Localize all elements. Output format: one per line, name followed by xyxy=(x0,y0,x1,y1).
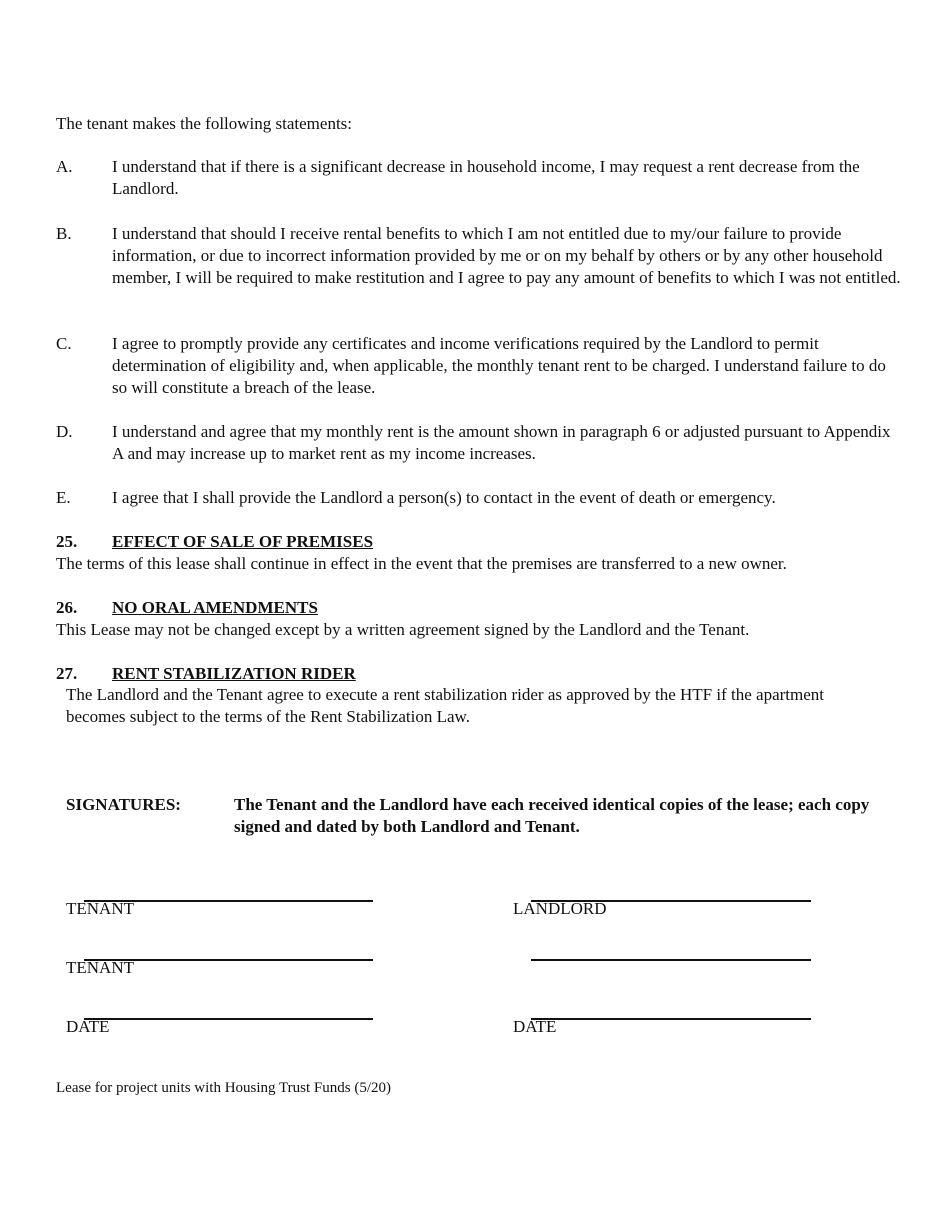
statement-a xyxy=(56,156,901,200)
section-number: 27. xyxy=(56,664,78,683)
footer-text: Lease for project units with Housing Trust Funds (5/20) xyxy=(56,1080,391,1096)
section-title: NO ORAL AMENDMENTS xyxy=(112,598,318,617)
section-title: EFFECT OF SALE OF PREMISES xyxy=(112,532,374,551)
signatures-label: SIGNATURES: xyxy=(66,795,181,814)
statement-letter: C. xyxy=(56,334,72,353)
statement-letter: D. xyxy=(56,422,73,441)
tenant-label-2: TENANT xyxy=(66,958,134,977)
section-number: 26. xyxy=(56,598,78,617)
section-27-heading xyxy=(56,663,356,685)
tenant-label-1: TENANT xyxy=(66,899,134,918)
section-26-body: This Lease may not be changed except by a written agreement signed by the Landlord and the Tenant. xyxy=(56,620,750,639)
intro-text: The tenant makes the following statements: xyxy=(56,114,353,133)
statement-text: I understand that if there is a significant decrease in household income, I may request a rent decrease from the Landlord. xyxy=(112,157,860,198)
statement-text: I agree to promptly provide any certificates and income verifications required by the Landlord to permit determination of eligibility and, when applicable, the monthly tenant rent to be charged. I understand failure to do so will constitute a breach of the lease. xyxy=(112,334,886,397)
statement-d xyxy=(56,421,901,465)
landlord-signature-line xyxy=(531,900,811,902)
section-title: RENT STABILIZATION RIDER xyxy=(112,664,356,683)
section-25-heading xyxy=(56,531,373,553)
statement-letter: E. xyxy=(56,488,71,507)
signatures-text: The Tenant and the Landlord have each received identical copies of the lease; each copy signed and dated by both Landlord and Tenant. xyxy=(234,795,870,836)
landlord-signature-line-2 xyxy=(531,959,811,961)
date-line-left xyxy=(84,1018,373,1020)
statement-letter: A. xyxy=(56,157,73,176)
tenant-signature-line-1 xyxy=(84,900,373,902)
tenant-signature-line-2 xyxy=(84,959,373,961)
landlord-label: LANDLORD xyxy=(513,899,607,918)
statement-text: I understand and agree that my monthly rent is the amount shown in paragraph 6 or adjusted pursuant to Appendix A and may increase up to market rent as my income increases. xyxy=(112,422,891,463)
statement-e xyxy=(56,487,901,509)
statement-text: I agree that I shall provide the Landlord a person(s) to contact in the event of death or emergency. xyxy=(112,488,776,507)
section-27-body: The Landlord and the Tenant agree to execute a rent stabilization rider as approved by the HTF if the apartment becomes subject to the terms of the Rent Stabilization Law. xyxy=(66,685,825,726)
date-label-left: DATE xyxy=(66,1017,110,1036)
date-line-right xyxy=(531,1018,811,1020)
statement-c xyxy=(56,333,901,399)
section-25-body: The terms of this lease shall continue in effect in the event that the premises are transferred to a new owner. xyxy=(56,554,787,573)
section-26-heading xyxy=(56,597,318,619)
statement-letter: B. xyxy=(56,224,72,243)
section-number: 25. xyxy=(56,532,78,551)
date-label-right: DATE xyxy=(513,1017,557,1036)
statement-b xyxy=(56,223,901,289)
statement-text: I understand that should I receive rental benefits to which I am not entitled due to my/our failure to provide information, or due to incorrect information provided by me or on my behalf by others or by any other household member, I will be required to make restitution and I agree to pay any amount of benefits to which I was not entitled. xyxy=(112,224,901,287)
